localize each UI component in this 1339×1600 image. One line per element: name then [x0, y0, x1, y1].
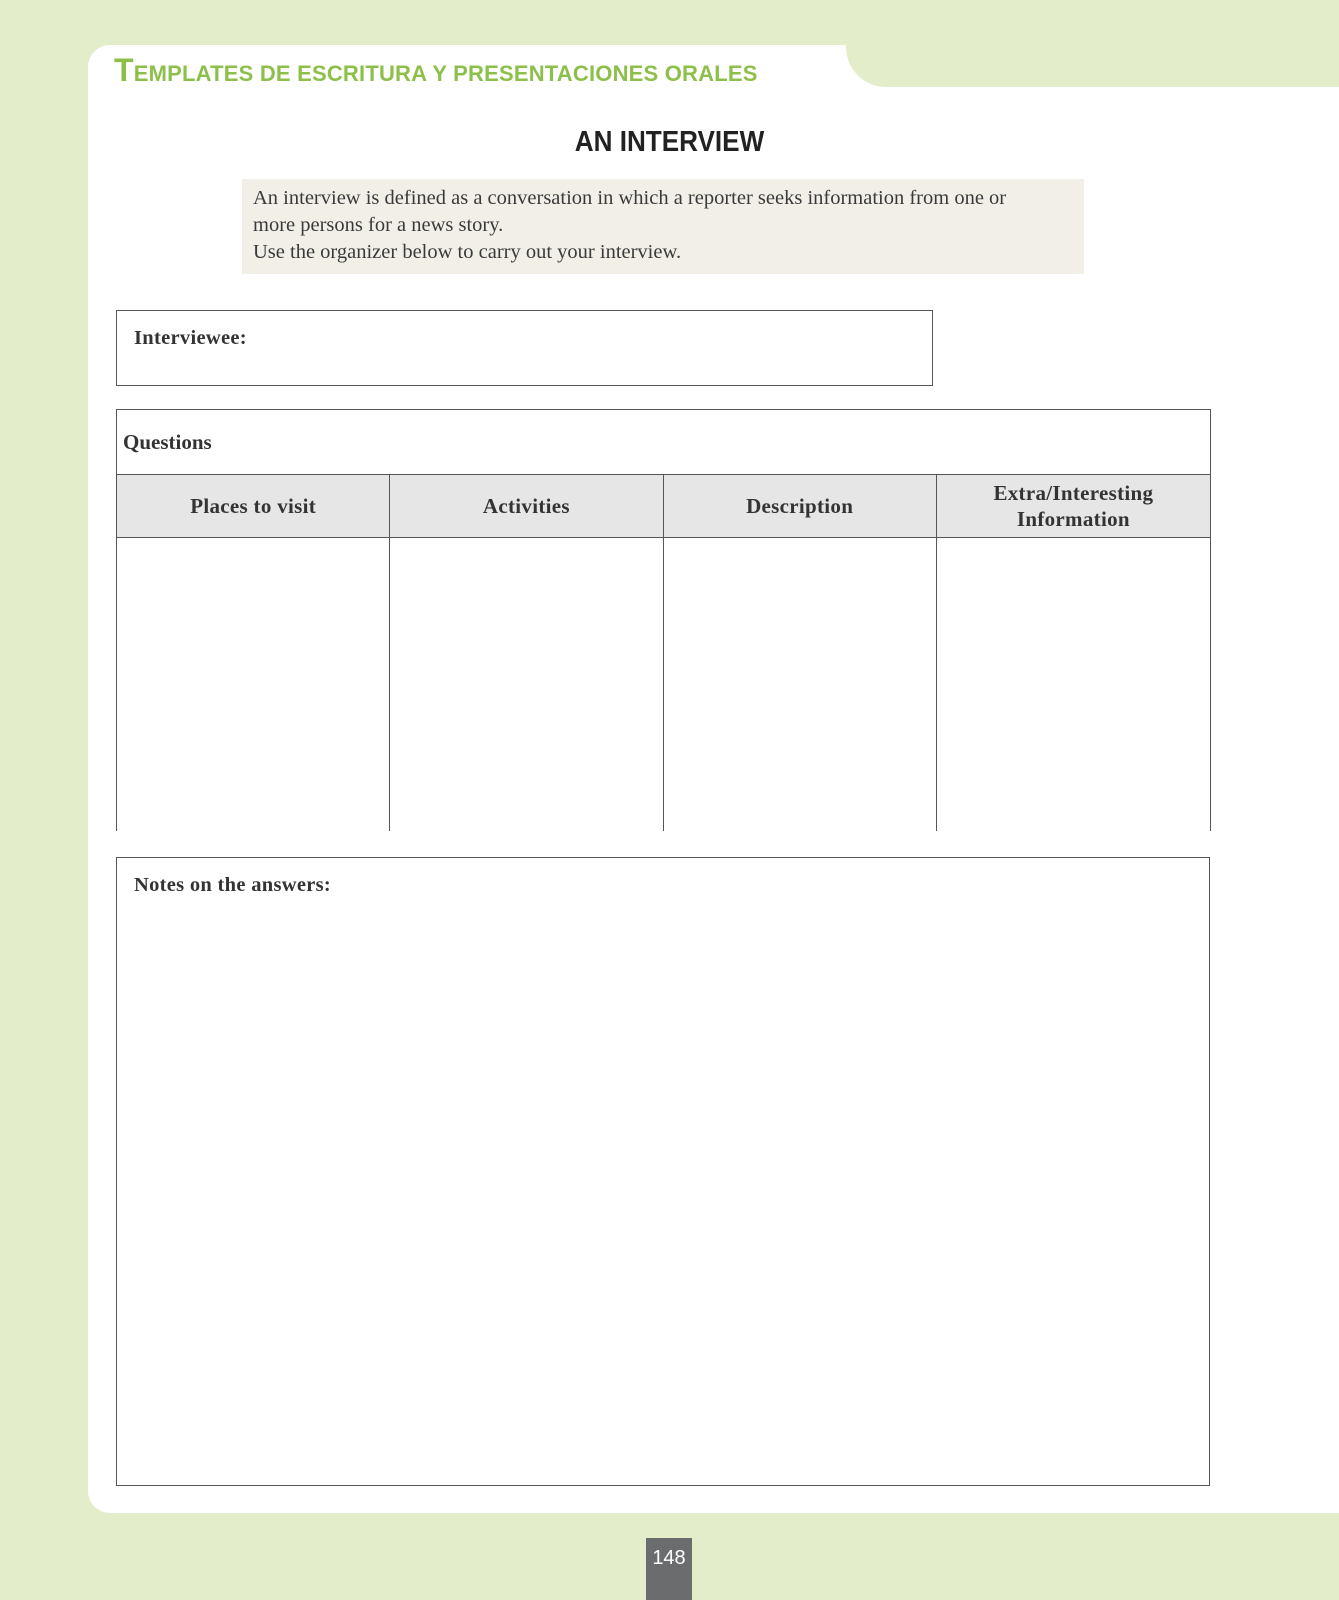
- page-number: 148: [646, 1538, 692, 1600]
- section-header-rest: EMPLATES DE ESCRITURA Y PRESENTACIONES ORALES: [133, 61, 758, 86]
- column-header-places: [117, 475, 390, 538]
- interviewee-label: Interviewee:: [134, 327, 247, 349]
- answer-cell-places[interactable]: [117, 538, 390, 831]
- answer-cell-description[interactable]: [664, 538, 937, 831]
- notes-box[interactable]: [116, 857, 1210, 1486]
- column-header-activities-text: Activities: [482, 494, 570, 518]
- answer-cell-activities[interactable]: [390, 538, 663, 831]
- notes-label: Notes on the answers:: [134, 874, 332, 896]
- column-header-extra-line2: Information: [1016, 507, 1130, 531]
- questions-grid: [117, 474, 1210, 831]
- questions-table: [116, 409, 1211, 831]
- section-header: [114, 52, 758, 89]
- tab-notch: [846, 45, 1339, 87]
- column-header-activities: [390, 475, 663, 538]
- column-header-extra-line1: Extra/Interesting: [993, 481, 1154, 505]
- document-title: AN INTERVIEW: [574, 126, 765, 158]
- interviewee-box[interactable]: [116, 310, 933, 386]
- section-header-initial: T: [114, 52, 134, 88]
- column-header-description-text: Description: [746, 494, 854, 518]
- intro-line-3: Use the organizer below to carry out your interview.: [253, 241, 682, 263]
- column-header-extra: [937, 475, 1210, 538]
- intro-line-1: An interview is defined as a conversation in which a reporter seeks information from one or: [253, 187, 1007, 209]
- column-header-description: [664, 475, 937, 538]
- intro-line-2: more persons for a news story.: [253, 214, 504, 236]
- column-header-places-text: Places to visit: [190, 494, 317, 518]
- intro-box: [242, 179, 1084, 274]
- answer-cell-extra[interactable]: [937, 538, 1210, 831]
- questions-label: Questions: [123, 430, 212, 454]
